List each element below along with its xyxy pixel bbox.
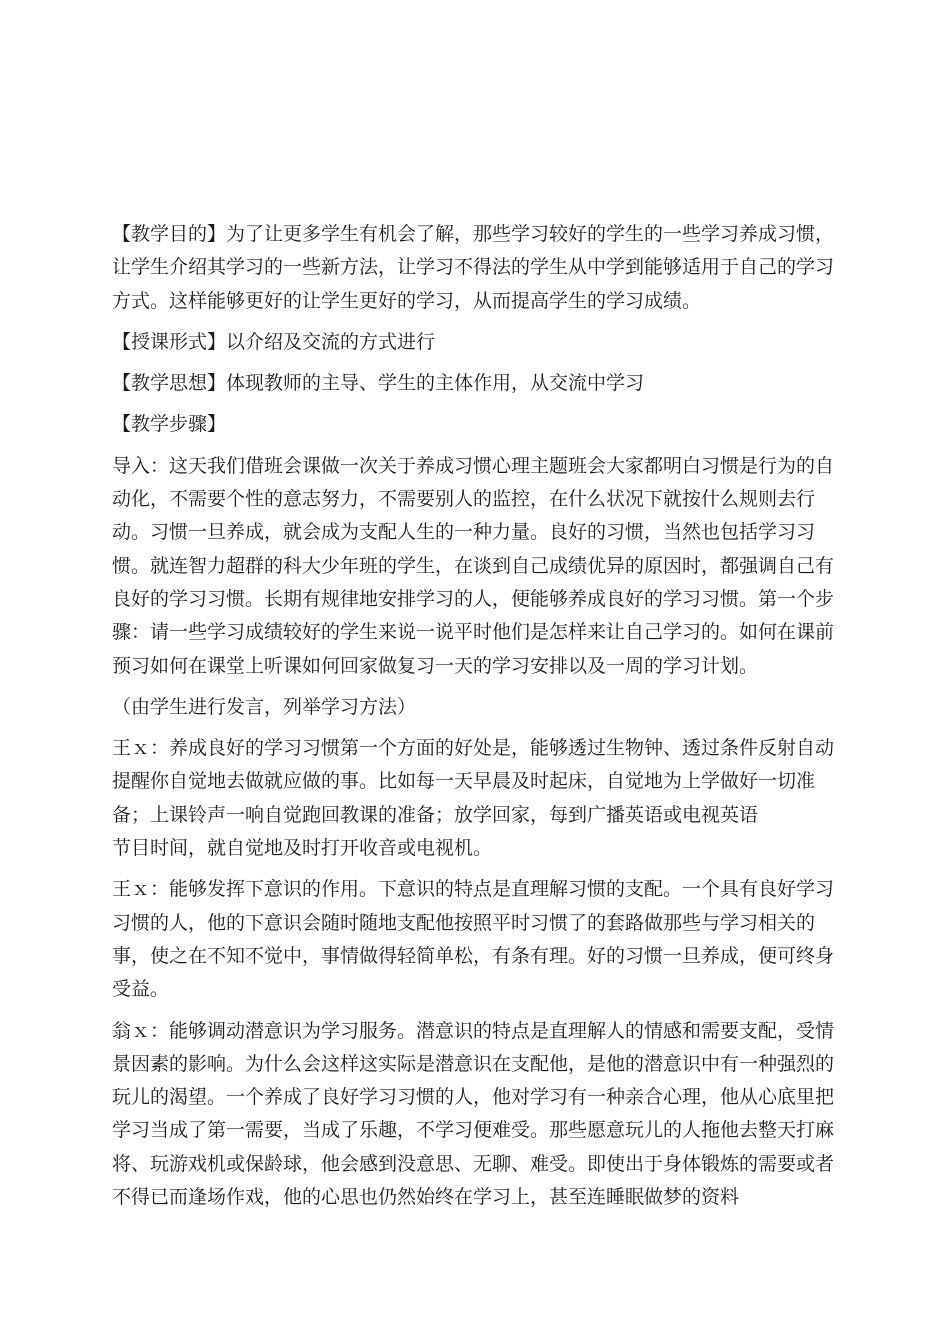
paragraph-student-speech-note: （由学生进行发言，列举学习方法） [112,695,417,718]
paragraph-teaching-goal: 【教学目的】为了让更多学生有机会了解，那些学习较好的学生的一些学习养成习惯，让学生介绍其学习的一些新方法，让学习不得法的学生从中学到能够适用于自己的学习方式。这样能够更好的让学生更好的学习，从而提高学生的学习成绩。 [112,223,835,312]
paragraph-student-wang-1: 王ｘ：养成良好的学习习惯第一个方面的好处是，能够透过生物钟、透过条件反射自动提醒你自觉地去做就应做的事。比如每一天早晨及时起床，自觉地为上学做好一切准备；上课铃声一响自觉跑回教课的准备；放学回家，每到广播英语或电视英语 [112,737,835,826]
paragraph-student-weng: 翁ｘ：能够调动潜意识为学习服务。潜意识的特点是直理解人的情感和需要支配，受情景因素的影响。为什么会这样这实际是潜意识在支配他，是他的潜意识中有一种强烈的玩儿的渴望。一个养成了良好学习习惯的人，他对学习有一种亲合心理，他从心底里把学习当成了第一需要，当成了乐趣，不学习便难受。那些愿意玩儿的人拖他去整天打麻将、玩游戏机或保龄球，他会感到没意思、无聊、难受。即使出于身体锻炼的需要或者不得已而逢场作戏，他的心思也仍然始终在学习上，甚至连睡眠做梦的资料 [112,1019,835,1209]
paragraph-teaching-steps-heading: 【教学步骤】 [112,413,227,436]
paragraph-introduction: 导入：这天我们借班会课做一次关于养成习惯心理主题班会大家都明白习惯是行为的自动化，不需要个性的意志努力，不需要别人的监控，在什么状况下就按什么规则去行动。习惯一旦养成，就会成为支配人生的一种力量。良好的习惯，当然也包括学习习惯。就连智力超群的科大少年班的学生，在谈到自己成绩优异的原因时，都强调自己有良好的学习习惯。长期有规律地安排学习的人，便能够养成良好的学习习惯。第一个步骤：请一些学习成绩较好的学生来说一说平时他们是怎样来让自己学习的。如何在课前预习如何在课堂上听课如何回家做复习一天的学习安排以及一周的学习计划。 [112,454,835,677]
document-body [112,218,840,1220]
paragraph-lesson-format: 【授课形式】以介绍及交流的方式进行 [112,330,436,353]
paragraph-student-wang-2: 王ｘ：能够发挥下意识的作用。下意识的特点是直理解习惯的支配。一个具有良好学习习惯的人，他的下意识会随时随地支配他按照平时习惯了的套路做那些与学习相关的事，使之在不知不觉中，事情做得轻简单松，有条有理。好的习惯一旦养成，便可终身受益。 [112,878,835,1001]
paragraph-student-wang-1-continued: 节目时间，就自觉地及时打开收音或电视机。 [112,837,493,860]
paragraph-teaching-idea: 【教学思想】体现教师的主导、学生的主体作用，从交流中学习 [112,372,645,395]
